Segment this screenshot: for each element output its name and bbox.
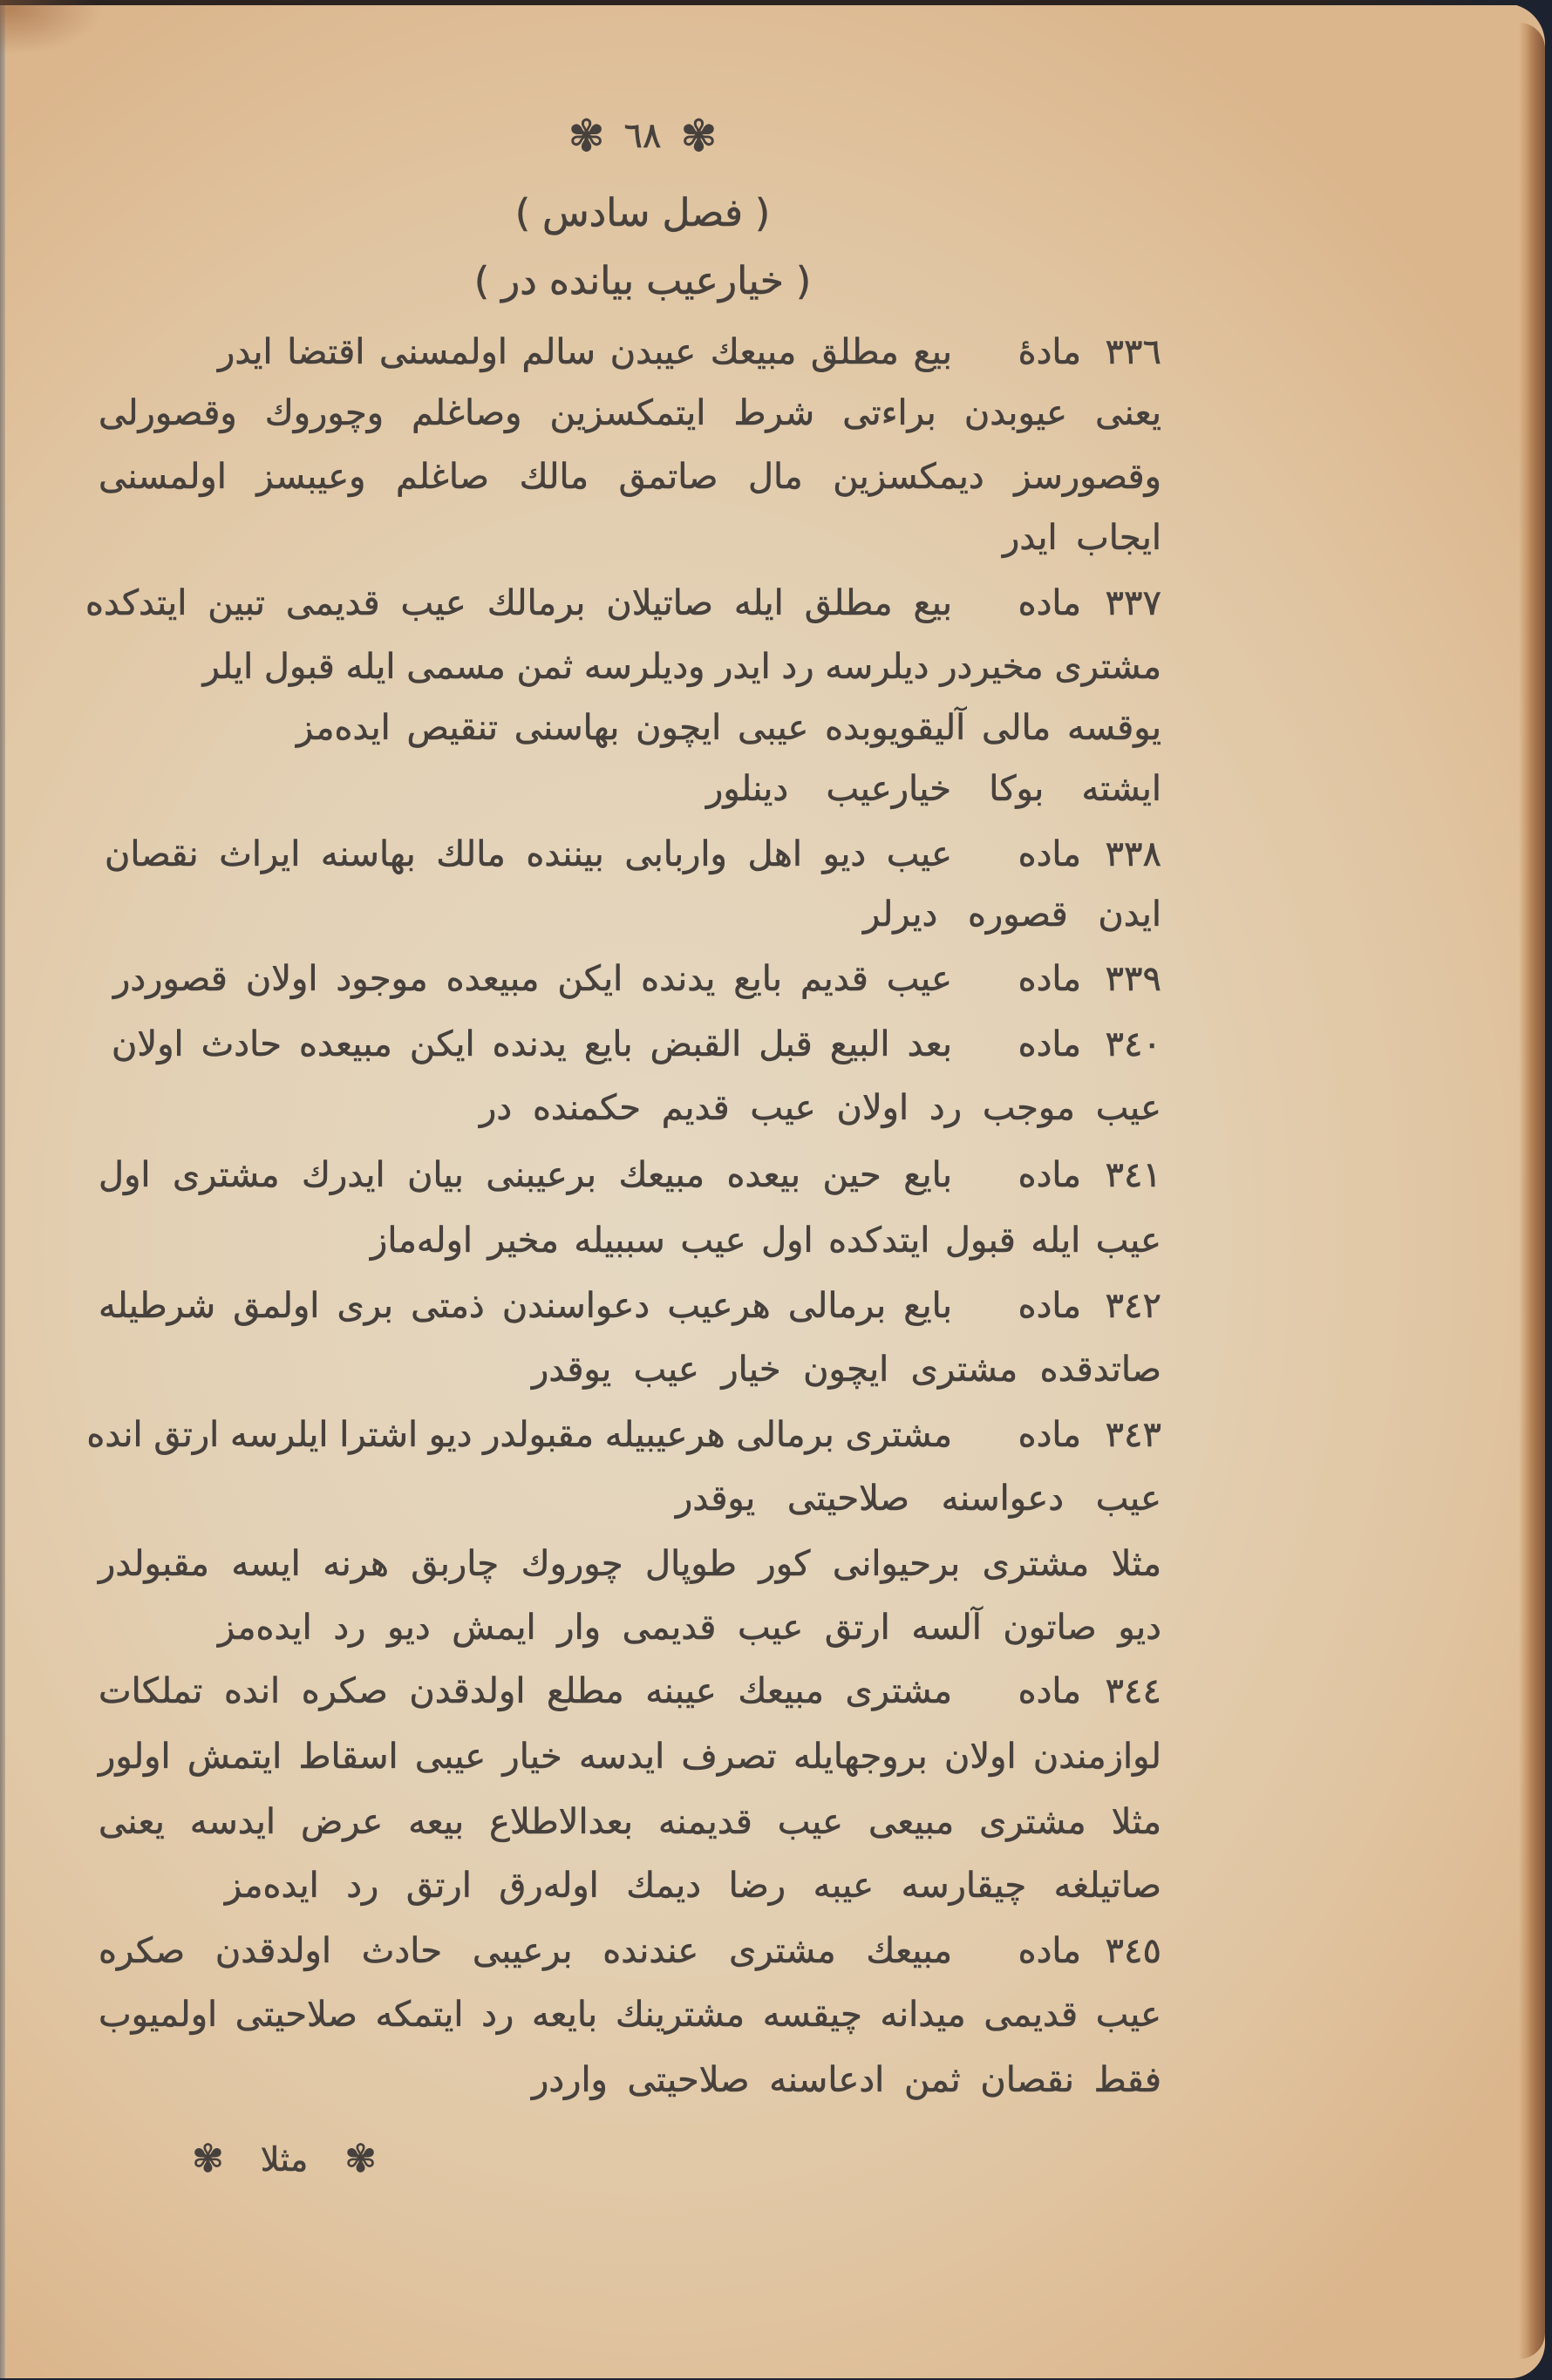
text-line-content: عیب قدیمی میدانه چیقسه مشترینك بایعه رد ایتمکه صلاحیتی اولمیوب bbox=[99, 1995, 1161, 2035]
article-number: ٣٣٨ bbox=[1105, 834, 1161, 874]
page-corner-stain bbox=[0, 3, 105, 56]
text-line bbox=[99, 1982, 1161, 2047]
text-line: عیب قدیم بایع یدنده ایکن مبیعده موجود اولان قصوردر bbox=[113, 959, 952, 999]
article-number: ٣٤٥ bbox=[1105, 1931, 1161, 1971]
article-first-line bbox=[85, 571, 1161, 636]
text-line-content: مثلا مشتری برحیوانی کور طوپال چوروك چاربق هرنه ایسه مقبولدر bbox=[99, 1544, 1161, 1584]
catchword bbox=[192, 2131, 377, 2188]
text-line-content: عیب موجب رد اولان عیب قدیم حکمنده در bbox=[480, 1088, 1161, 1128]
ornament-right-icon: ✾ bbox=[680, 111, 718, 161]
text-line-content: یعنی عیوبدن براءتی شرط ایتمکسزین وصاغلم وچوروك وقصورلی bbox=[99, 393, 1161, 433]
page-left-edge bbox=[0, 3, 5, 2378]
text-line-content: لوازمندن اولان بروجهایله تصرف ایدسه خیار عیبی اسقاط ایتمش اولور bbox=[99, 1737, 1161, 1777]
article-number: ٣٤٠ bbox=[1105, 1024, 1161, 1064]
article-label: ماده bbox=[1018, 1671, 1081, 1711]
text-line: بیع مطلق ایله صاتیلان برمالك عیب قدیمی تبین ایتدکده bbox=[85, 583, 952, 623]
text-line: مبیعك مشتری عندنده برعیبی حادث اولدقدن صکره bbox=[99, 1931, 952, 1971]
text-line bbox=[296, 696, 1161, 760]
article-first-line bbox=[99, 1659, 1161, 1724]
text-line: مشتری برمالی هرعیبیله مقبولدر دیو اشترا ایلرسه ارتق انده bbox=[86, 1415, 952, 1455]
catchword-text: مثلا bbox=[260, 2140, 309, 2179]
section-subtitle: ( خیارعیب بیانده در ) bbox=[473, 258, 812, 303]
article-number: ٣٤٣ bbox=[1105, 1415, 1161, 1455]
article-number: ٣٣٩ bbox=[1105, 959, 1161, 999]
text-line: بایع برمالی هرعیب دعواسندن ذمتی بری اولمق شرطیله bbox=[99, 1286, 952, 1326]
article-label: ماده bbox=[1018, 1286, 1081, 1326]
page-number: ٦٨ bbox=[623, 116, 662, 156]
article-first-line bbox=[218, 320, 1161, 384]
text-line-content: ایدن قصوره دیرلر bbox=[863, 894, 1161, 935]
text-line-content: وقصورسز دیمکسزین مال صاتمق مالك صاغلم وعیبسز اولمسنی bbox=[99, 457, 1161, 497]
text-line-content: فقط نقصان ثمن ادعاسنه صلاحیتی واردر bbox=[532, 2060, 1161, 2100]
article-first-line bbox=[99, 1919, 1161, 1983]
text-line: مشتری مبیعك عیبنه مطلع اولدقدن صکره انده تملکات bbox=[99, 1671, 952, 1711]
text-line: عیب دیو اهل واربابی بیننده مالك بهاسنه ایراث نقصان bbox=[105, 834, 952, 874]
text-line-content: ایجاب ایدر bbox=[1003, 518, 1161, 558]
text-line bbox=[371, 1208, 1161, 1273]
ornament-left-icon: ✾ bbox=[192, 2137, 224, 2181]
article-number: ٣٤٢ bbox=[1105, 1286, 1161, 1326]
text-line-content: مشتری مخیردر دیلرسه رد ایدر ودیلرسه ثمن مسمی ایله قبول ایلر bbox=[202, 647, 1161, 687]
text-line bbox=[863, 882, 1161, 947]
page-header bbox=[381, 103, 904, 169]
ornament-right-icon: ✾ bbox=[344, 2137, 377, 2181]
article-label: ماده bbox=[1018, 1415, 1081, 1455]
text-line-content: ایشته بوکا خیارعیب دینلور bbox=[706, 769, 1161, 809]
section-title: ( فصل سادس ) bbox=[514, 190, 771, 235]
article-first-line bbox=[113, 947, 1161, 1011]
text-line bbox=[706, 757, 1161, 821]
article-label: ماده bbox=[1018, 1931, 1081, 1971]
text-line bbox=[99, 1724, 1161, 1789]
example-line bbox=[99, 1790, 1161, 1854]
article-first-line bbox=[112, 1012, 1161, 1077]
ornament-left-icon: ✾ bbox=[568, 111, 605, 161]
article-label: ماده bbox=[1018, 1155, 1081, 1195]
text-line bbox=[202, 635, 1161, 699]
text-line: بیع مطلق مبیعك عیبدن سالم اولمسنی اقتضا ایدر bbox=[218, 332, 952, 372]
text-line-content: صاتیلغه چیقارسه عیبه رضا دیمك اوله‌رق ارتق رد ایده‌مز bbox=[225, 1866, 1161, 1906]
text-line bbox=[99, 445, 1161, 509]
text-line bbox=[480, 1076, 1161, 1140]
text-line bbox=[218, 1595, 1161, 1660]
article-first-line bbox=[105, 822, 1161, 887]
text-line-content: عیب دعواسنه صلاحیتی یوقدر bbox=[676, 1479, 1161, 1519]
text-line-content: یوقسه مالی آلیقویوبده عیبی ایچون بهاسنی تنقیص ایده‌مز bbox=[296, 708, 1161, 748]
text-line bbox=[1003, 506, 1161, 570]
text-line-content: مثلا مشتری مبیعی عیب قدیمنه بعدالاطلاع بیعه عرض ایدسه یعنی bbox=[99, 1802, 1161, 1842]
text-line bbox=[676, 1466, 1161, 1531]
example-line bbox=[99, 1532, 1161, 1596]
article-number: ٣٤٤ bbox=[1105, 1671, 1161, 1711]
text-line bbox=[532, 1337, 1161, 1402]
text-line: بایع حین بیعده مبیعك برعیبنی بیان ایدرك مشتری اول bbox=[99, 1155, 952, 1195]
text-line-content: دیو صاتون آلسه ارتق عیب قدیمی وار ایمش دیو رد ایده‌مز bbox=[218, 1608, 1161, 1648]
article-label: مادهٔ bbox=[1018, 332, 1081, 372]
text-line bbox=[225, 1853, 1161, 1918]
text-line bbox=[532, 2048, 1161, 2112]
article-first-line bbox=[99, 1143, 1161, 1207]
text-line bbox=[99, 381, 1161, 445]
text-line-content: صاتدقده مشتری ایچون خیار عیب یوقدر bbox=[532, 1350, 1161, 1390]
book-page bbox=[0, 3, 1545, 2378]
article-label: ماده bbox=[1018, 1024, 1081, 1064]
text-line-content: عیب ایله قبول ایتدکده اول عیب سببیله مخیر اوله‌ماز bbox=[371, 1221, 1161, 1261]
scan-top-edge bbox=[0, 0, 1552, 5]
article-label: ماده bbox=[1018, 834, 1081, 874]
article-number: ٣٣٧ bbox=[1105, 583, 1161, 623]
article-first-line bbox=[86, 1403, 1161, 1467]
article-label: ماده bbox=[1018, 959, 1081, 999]
article-first-line bbox=[99, 1274, 1161, 1338]
article-number: ٣٤١ bbox=[1105, 1155, 1161, 1195]
article-number: ٣٣٦ bbox=[1105, 332, 1161, 372]
text-line: بعد البیع قبل القبض بایع یدنده ایکن مبیعده حادث اولان bbox=[112, 1024, 952, 1064]
article-label: ماده bbox=[1018, 583, 1081, 623]
page-fore-edge bbox=[1519, 23, 1545, 2359]
